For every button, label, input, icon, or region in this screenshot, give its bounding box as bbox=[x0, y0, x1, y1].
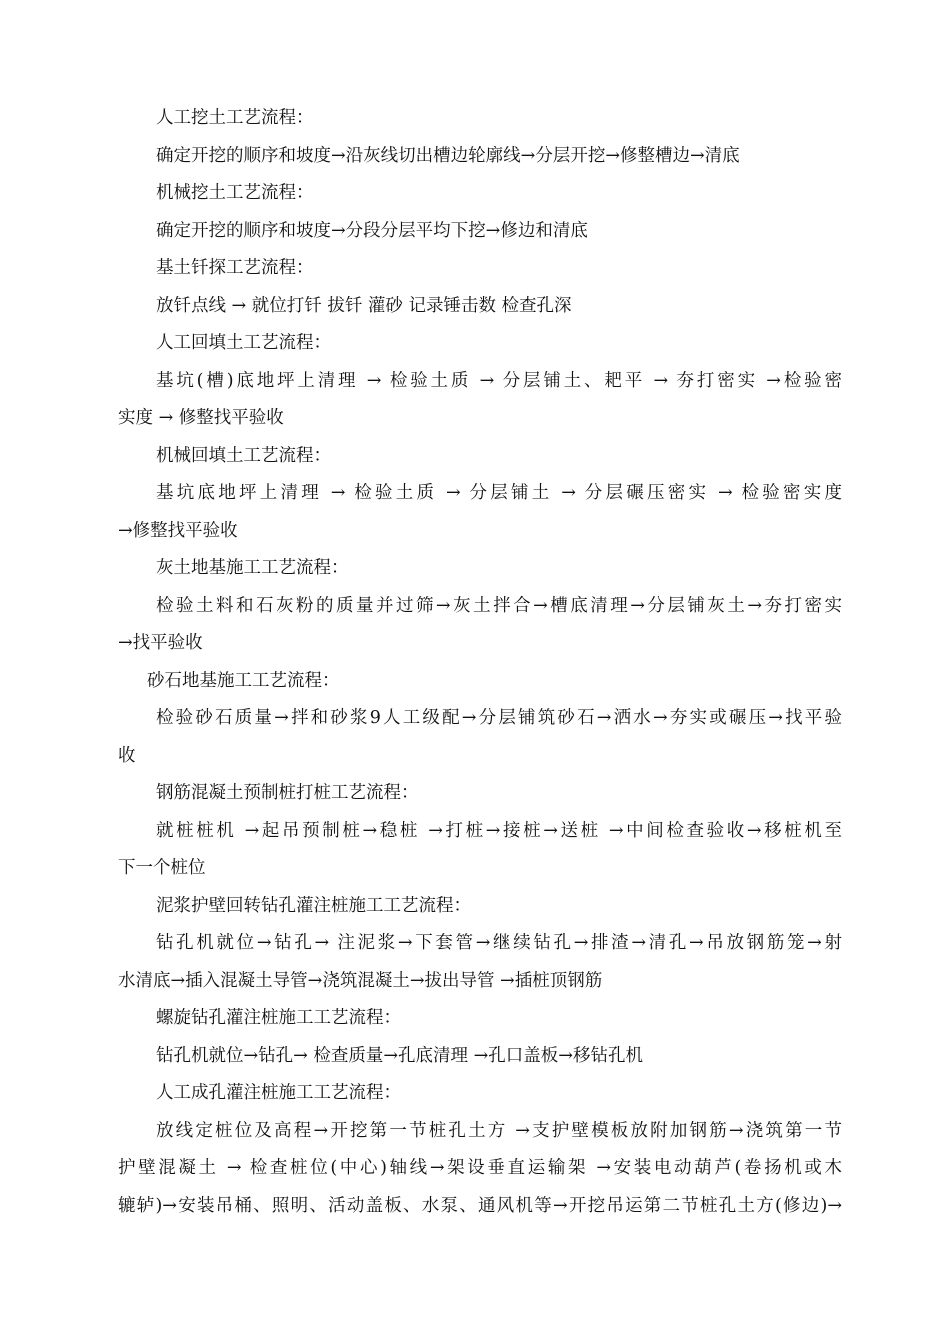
text-line: 钻孔机就位→钻孔→ 注泥浆→下套管→继续钻孔→排渣→清孔→吊放钢筋笼→射 bbox=[156, 933, 842, 953]
text-line: 放钎点线 → 就位打钎 拔钎 灌砂 记录锤击数 检查孔深 bbox=[156, 295, 572, 316]
text-line: 辘轳)→安装吊桶、照明、活动盖板、水泵、通风机等→开挖吊运第二节桩孔土方(修边)→ bbox=[118, 1195, 842, 1216]
text-line: 基坑(槽)底地坪上清理 → 检验土质 → 分层铺土、耙平 → 夯打密实 →检验密 bbox=[156, 370, 842, 391]
text-line: 人工成孔灌注桩施工工艺流程： bbox=[156, 1083, 401, 1103]
text-line: 下一个桩位 bbox=[118, 858, 206, 878]
text-line: 泥浆护壁回转钻孔灌注桩施工工艺流程： bbox=[156, 895, 471, 916]
document-body bbox=[118, 100, 842, 1225]
text-line: 检验砂石质量→拌和砂浆9人工级配→分层铺筑砂石→洒水→夯实或碾压→找平验 bbox=[156, 708, 842, 728]
text-line: 螺旋钻孔灌注桩施工工艺流程： bbox=[156, 1008, 401, 1028]
text-line: 机械挖土工艺流程： bbox=[156, 183, 314, 203]
text-line: 确定开挖的顺序和坡度→分段分层平均下挖→修边和清底 bbox=[156, 220, 588, 241]
text-line: 机械回填土工艺流程： bbox=[156, 445, 331, 466]
text-line: →找平验收 bbox=[118, 633, 203, 653]
text-line: 钢筋混凝土预制桩打桩工艺流程： bbox=[156, 783, 419, 803]
text-line: 检验土料和石灰粉的质量并过筛→灰土拌合→槽底清理→分层铺灰土→夯打密实 bbox=[156, 595, 842, 616]
text-line: 人工挖土工艺流程： bbox=[156, 108, 314, 128]
text-line: →修整找平验收 bbox=[118, 520, 238, 541]
text-line: 基坑底地坪上清理 → 检验土质 → 分层铺土 → 分层碾压密实 → 检验密实度 bbox=[156, 483, 842, 503]
text-line: 基土钎探工艺流程： bbox=[156, 258, 314, 278]
text-line: 实度 → 修整找平验收 bbox=[118, 408, 284, 428]
text-line: 护壁混凝土 → 检查桩位(中心)轴线→架设垂直运输架 →安装电动葫芦(卷扬机或木 bbox=[118, 1158, 842, 1178]
text-line: 确定开挖的顺序和坡度→沿灰线切出槽边轮廓线→分层开挖→修整槽边→清底 bbox=[156, 145, 740, 166]
text-line: 就桩桩机 →起吊预制桩→稳桩 →打桩→接桩→送桩 →中间检查验收→移桩机至 bbox=[156, 820, 842, 841]
text-line: 砂石地基施工工艺流程： bbox=[147, 670, 340, 691]
text-line: 灰土地基施工工艺流程： bbox=[156, 558, 349, 578]
text-line: 人工回填土工艺流程： bbox=[156, 333, 331, 353]
text-line: 水清底→插入混凝土导管→浇筑混凝土→拔出导管 →插桩顶钢筋 bbox=[118, 970, 603, 991]
text-line: 收 bbox=[118, 745, 136, 766]
text-line: 放线定桩位及高程→开挖第一节桩孔土方 →支护壁模板放附加钢筋→浇筑第一节 bbox=[156, 1120, 842, 1141]
text-line: 钻孔机就位→钻孔→ 检查质量→孔底清理 →孔口盖板→移钻孔机 bbox=[156, 1045, 643, 1066]
